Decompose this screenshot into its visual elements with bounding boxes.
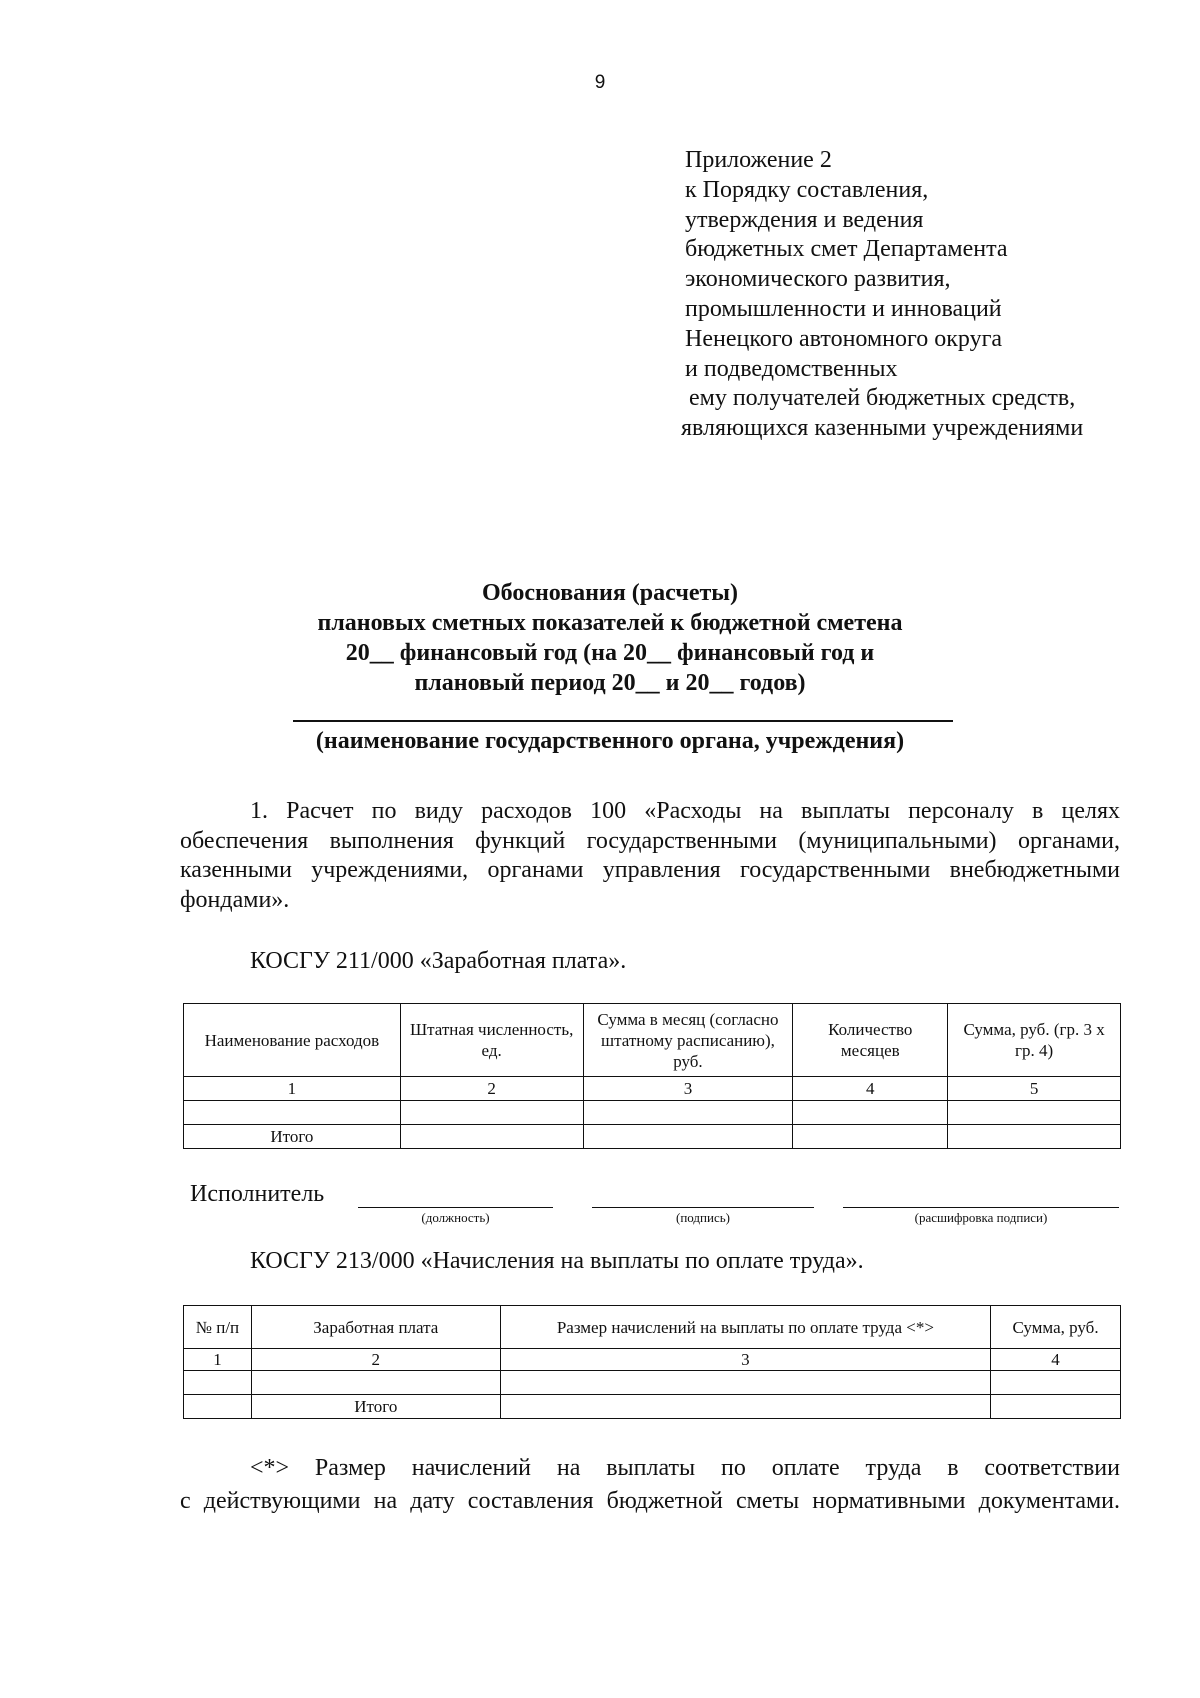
paragraph-line: фондами». bbox=[180, 886, 290, 913]
table-row bbox=[184, 1101, 1121, 1125]
column-number: 3 bbox=[500, 1349, 990, 1371]
paragraph-line: обеспечения выполнения функций государственными (муниципальными) органами, bbox=[180, 827, 1120, 854]
empty-cell bbox=[251, 1371, 500, 1395]
empty-cell bbox=[948, 1125, 1121, 1149]
column-number-row bbox=[184, 1077, 1121, 1101]
header-cell: Сумма, руб. (гр. 3 x гр. 4) bbox=[948, 1004, 1121, 1077]
table-row bbox=[184, 1371, 1121, 1395]
empty-cell bbox=[400, 1125, 583, 1149]
paragraph-line: казенными учреждениями, органами управления государственными внебюджетными bbox=[180, 857, 1120, 883]
empty-cell bbox=[793, 1125, 948, 1149]
footnote-line: <*> Размер начислений на выплаты по оплате труда в соответствии bbox=[250, 1455, 1120, 1481]
empty-cell bbox=[184, 1395, 252, 1419]
appendix-line: к Порядку составления, bbox=[685, 176, 929, 203]
appendix-line: промышленности и инноваций bbox=[685, 295, 1002, 322]
header-cell: Размер начислений на выплаты по оплате труда <*> bbox=[500, 1306, 990, 1349]
signature-decoding-caption: (расшифровка подписи) bbox=[914, 1210, 1048, 1225]
organization-name-line bbox=[293, 720, 953, 722]
page-number: 9 bbox=[594, 72, 606, 93]
position-line bbox=[358, 1207, 553, 1208]
paragraph-line: 1. Расчет по виду расходов 100 «Расходы на выплаты персоналу в целях bbox=[250, 798, 1120, 824]
total-row bbox=[184, 1395, 1121, 1419]
empty-cell bbox=[500, 1371, 990, 1395]
title-line: плановых сметных показателей к бюджетной сметена bbox=[317, 610, 903, 636]
header-cell: № п/п bbox=[184, 1306, 252, 1349]
table-header-row bbox=[184, 1004, 1121, 1077]
appendix-line: ему получателей бюджетных средств, bbox=[689, 385, 1076, 412]
expense-paragraph bbox=[180, 797, 1120, 915]
column-number: 4 bbox=[991, 1349, 1121, 1371]
title-line: 20__ финансовый год (на 20__ финансовый год и bbox=[345, 640, 875, 666]
kosgu-211-heading: КОСГУ 211/000 «Заработная плата». bbox=[250, 948, 627, 974]
appendix-line: и подведомственных bbox=[685, 355, 898, 382]
column-number: 2 bbox=[251, 1349, 500, 1371]
empty-cell bbox=[583, 1101, 793, 1125]
signature-decoding-line bbox=[843, 1207, 1119, 1208]
empty-cell bbox=[583, 1125, 793, 1149]
column-number: 1 bbox=[184, 1077, 401, 1101]
total-label: Итого bbox=[184, 1125, 401, 1149]
kosgu-213-heading: КОСГУ 213/000 «Начисления на выплаты по оплате труда». bbox=[250, 1248, 864, 1274]
position-caption: (должность) bbox=[421, 1210, 490, 1225]
column-number: 1 bbox=[184, 1349, 252, 1371]
header-cell: Количество месяцев bbox=[793, 1004, 948, 1077]
appendix-line: утверждения и ведения bbox=[685, 206, 924, 233]
organization-label: (наименование государственного органа, учреждения) bbox=[315, 728, 905, 754]
column-number: 4 bbox=[793, 1077, 948, 1101]
document-title bbox=[180, 578, 1040, 698]
header-cell: Наименование расходов bbox=[184, 1004, 401, 1077]
header-cell: Заработная плата bbox=[251, 1306, 500, 1349]
total-label: Итого bbox=[251, 1395, 500, 1419]
accruals-table bbox=[183, 1305, 1121, 1419]
empty-cell bbox=[184, 1371, 252, 1395]
column-number: 3 bbox=[583, 1077, 793, 1101]
empty-cell bbox=[948, 1101, 1121, 1125]
header-cell: Штатная численность, ед. bbox=[400, 1004, 583, 1077]
title-line: Обоснования (расчеты) bbox=[481, 580, 739, 606]
table-header-row bbox=[184, 1306, 1121, 1349]
appendix-block bbox=[681, 146, 1145, 444]
signature-line bbox=[592, 1207, 814, 1208]
empty-cell bbox=[793, 1101, 948, 1125]
empty-cell bbox=[400, 1101, 583, 1125]
salary-table bbox=[183, 1003, 1121, 1149]
empty-cell bbox=[184, 1101, 401, 1125]
appendix-line: являющихся казенными учреждениями bbox=[681, 415, 1084, 442]
title-line: плановый период 20__ и 20__ годов) bbox=[414, 670, 806, 696]
empty-cell bbox=[991, 1395, 1121, 1419]
appendix-line: Ненецкого автономного округа bbox=[685, 325, 1003, 352]
executor-label: Исполнитель bbox=[190, 1181, 325, 1207]
signature-caption: (подпись) bbox=[676, 1210, 730, 1225]
header-cell: Сумма в месяц (согласно штатному расписанию), руб. bbox=[583, 1004, 793, 1077]
footnote bbox=[180, 1452, 1120, 1518]
header-cell: Сумма, руб. bbox=[991, 1306, 1121, 1349]
appendix-line: экономического развития, bbox=[685, 266, 951, 293]
column-number: 5 bbox=[948, 1077, 1121, 1101]
total-row bbox=[184, 1125, 1121, 1149]
appendix-line: бюджетных смет Департамента bbox=[685, 236, 1008, 263]
empty-cell bbox=[500, 1395, 990, 1419]
empty-cell bbox=[991, 1371, 1121, 1395]
appendix-line: Приложение 2 bbox=[685, 147, 832, 173]
column-number-row bbox=[184, 1349, 1121, 1371]
column-number: 2 bbox=[400, 1077, 583, 1101]
footnote-line: с действующими на дату составления бюджетной сметы нормативными документами. bbox=[180, 1488, 1120, 1514]
